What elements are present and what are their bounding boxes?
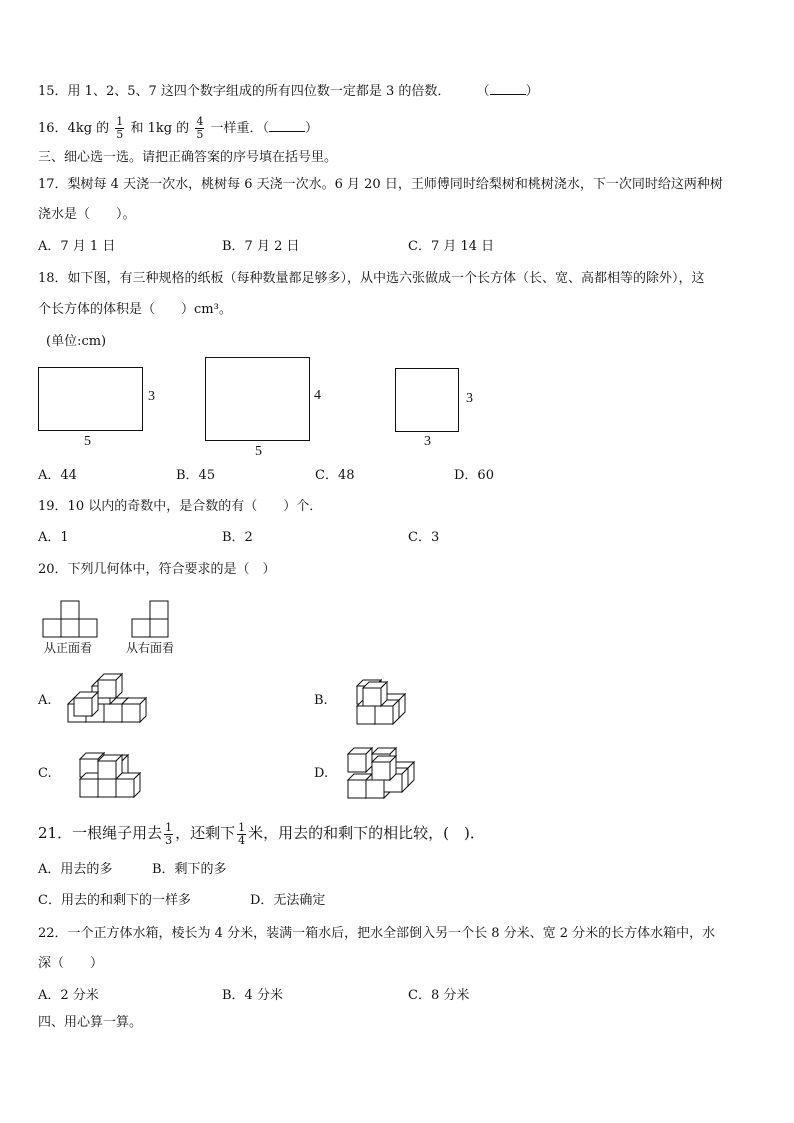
q18-option-a[interactable]: A．44 [38,468,77,483]
front-view-caption: 从正面看 [44,641,93,655]
q22-option-a[interactable]: A．2 分米 [38,988,99,1003]
right-view-caption: 从右面看 [126,641,175,655]
q21-option-d[interactable]: D．无法确定 [250,893,326,908]
unit-label: (单位:cm) [46,334,107,349]
front-view-figure [42,600,100,638]
dim-height: 3 [148,389,155,404]
dim-width: 5 [84,434,91,449]
cardboard-5x3 [38,367,143,431]
question-19: 19．10 以内的奇数中，是合数的有（ ）个． [38,499,323,514]
q20-option-a-label[interactable]: A. [38,693,52,708]
q17-option-a[interactable]: A．7 月 1 日 [38,239,116,254]
right-view-figure [131,600,171,638]
q19-option-c[interactable]: C．3 [408,530,440,545]
q20-option-d-figure[interactable] [348,748,420,800]
q17-option-b[interactable]: B．7 月 2 日 [222,239,300,254]
question-18-line1: 18．如下图，有三种规格的纸板（每种数量都足够多），从中选六张做成一个长方体（长、宽、高都相等的除外），这 [38,271,705,286]
q21-option-c[interactable]: C．用去的和剩下的一样多 [38,893,191,908]
question-15: 15．用 1、2、5、7 这四个数字组成的所有四位数一定都是 3 的倍数． （ ） [38,84,539,99]
q21-option-a[interactable]: A．用去的多 [38,862,113,877]
answer-blank[interactable] [269,119,305,132]
question-15-text: 15．用 1、2、5、7 这四个数字组成的所有四位数一定都是 3 的倍数． [38,84,451,99]
question-22-line2: 深（ ） [38,956,104,971]
question-21: 21．一根绳子用去 $\frac{1}{3}$ ，还剩下 $\frac{1}{4}$ 米，用去的和剩下的相比较，( )． [38,820,485,847]
q21-option-b[interactable]: B．剩下的多 [152,862,227,877]
dim-width: 5 [255,444,262,459]
dim-height: 3 [466,391,473,406]
q20-option-b-label[interactable]: B. [314,693,328,708]
question-20: 20．下列几何体中，符合要求的是（ ） [38,562,276,577]
question-22-line1: 22．一个正方体水箱，棱长为 4 分米，装满一箱水后，把水全部倒入另一个长 8 分米、宽 2 分米的长方体水箱中，水 [38,926,716,941]
cardboard-5x4 [205,357,310,441]
question-17-line1: 17．梨树每 4 天浇一次水，桃树每 6 天浇一次水。6 月 20 日，王师傅同时给梨树和桃树浇水，下一次同时给这两种树 [38,177,723,192]
q19-option-a[interactable]: A．1 [38,530,69,545]
fraction: $\frac{1}{4}$ [238,820,246,847]
section-3-heading: 三、细心选一选。请把正确答案的序号填在括号里。 [38,150,338,165]
q18-option-c[interactable]: C．48 [315,468,355,483]
fraction: $\frac{4}{5}$ [196,115,204,141]
section-4-heading: 四、用心算一算。 [38,1015,143,1030]
q20-option-a-figure[interactable] [68,676,158,726]
fraction: $\frac{1}{3}$ [165,820,173,847]
q20-option-c-label[interactable]: C. [38,766,52,781]
q22-option-b[interactable]: B．4 分米 [222,988,283,1003]
question-18-line2: 个长方体的体积是（ ）cm³。 [38,302,232,317]
dim-height: 4 [314,388,321,403]
q18-option-b[interactable]: B．45 [176,468,216,483]
q19-option-b[interactable]: B．2 [222,530,253,545]
q22-option-c[interactable]: C．8 分米 [408,988,470,1003]
question-16: 16．4kg 的 $\frac{1}{5}$ 和 1kg 的 $\frac{4}{5}$ 一样重．（ ） [38,115,318,141]
dim-width: 3 [424,434,431,449]
question-17-line2: 浇水是（ ）。 [38,207,136,222]
q20-option-d-label[interactable]: D. [314,766,329,781]
q20-option-b-figure[interactable] [357,680,409,726]
q18-option-d[interactable]: D．60 [454,468,494,483]
fraction: $\frac{1}{5}$ [116,115,124,141]
q20-option-c-figure[interactable] [80,753,146,799]
cardboard-3x3 [395,368,459,432]
answer-blank[interactable] [490,82,526,95]
q17-option-c[interactable]: C．7 月 14 日 [408,239,495,254]
